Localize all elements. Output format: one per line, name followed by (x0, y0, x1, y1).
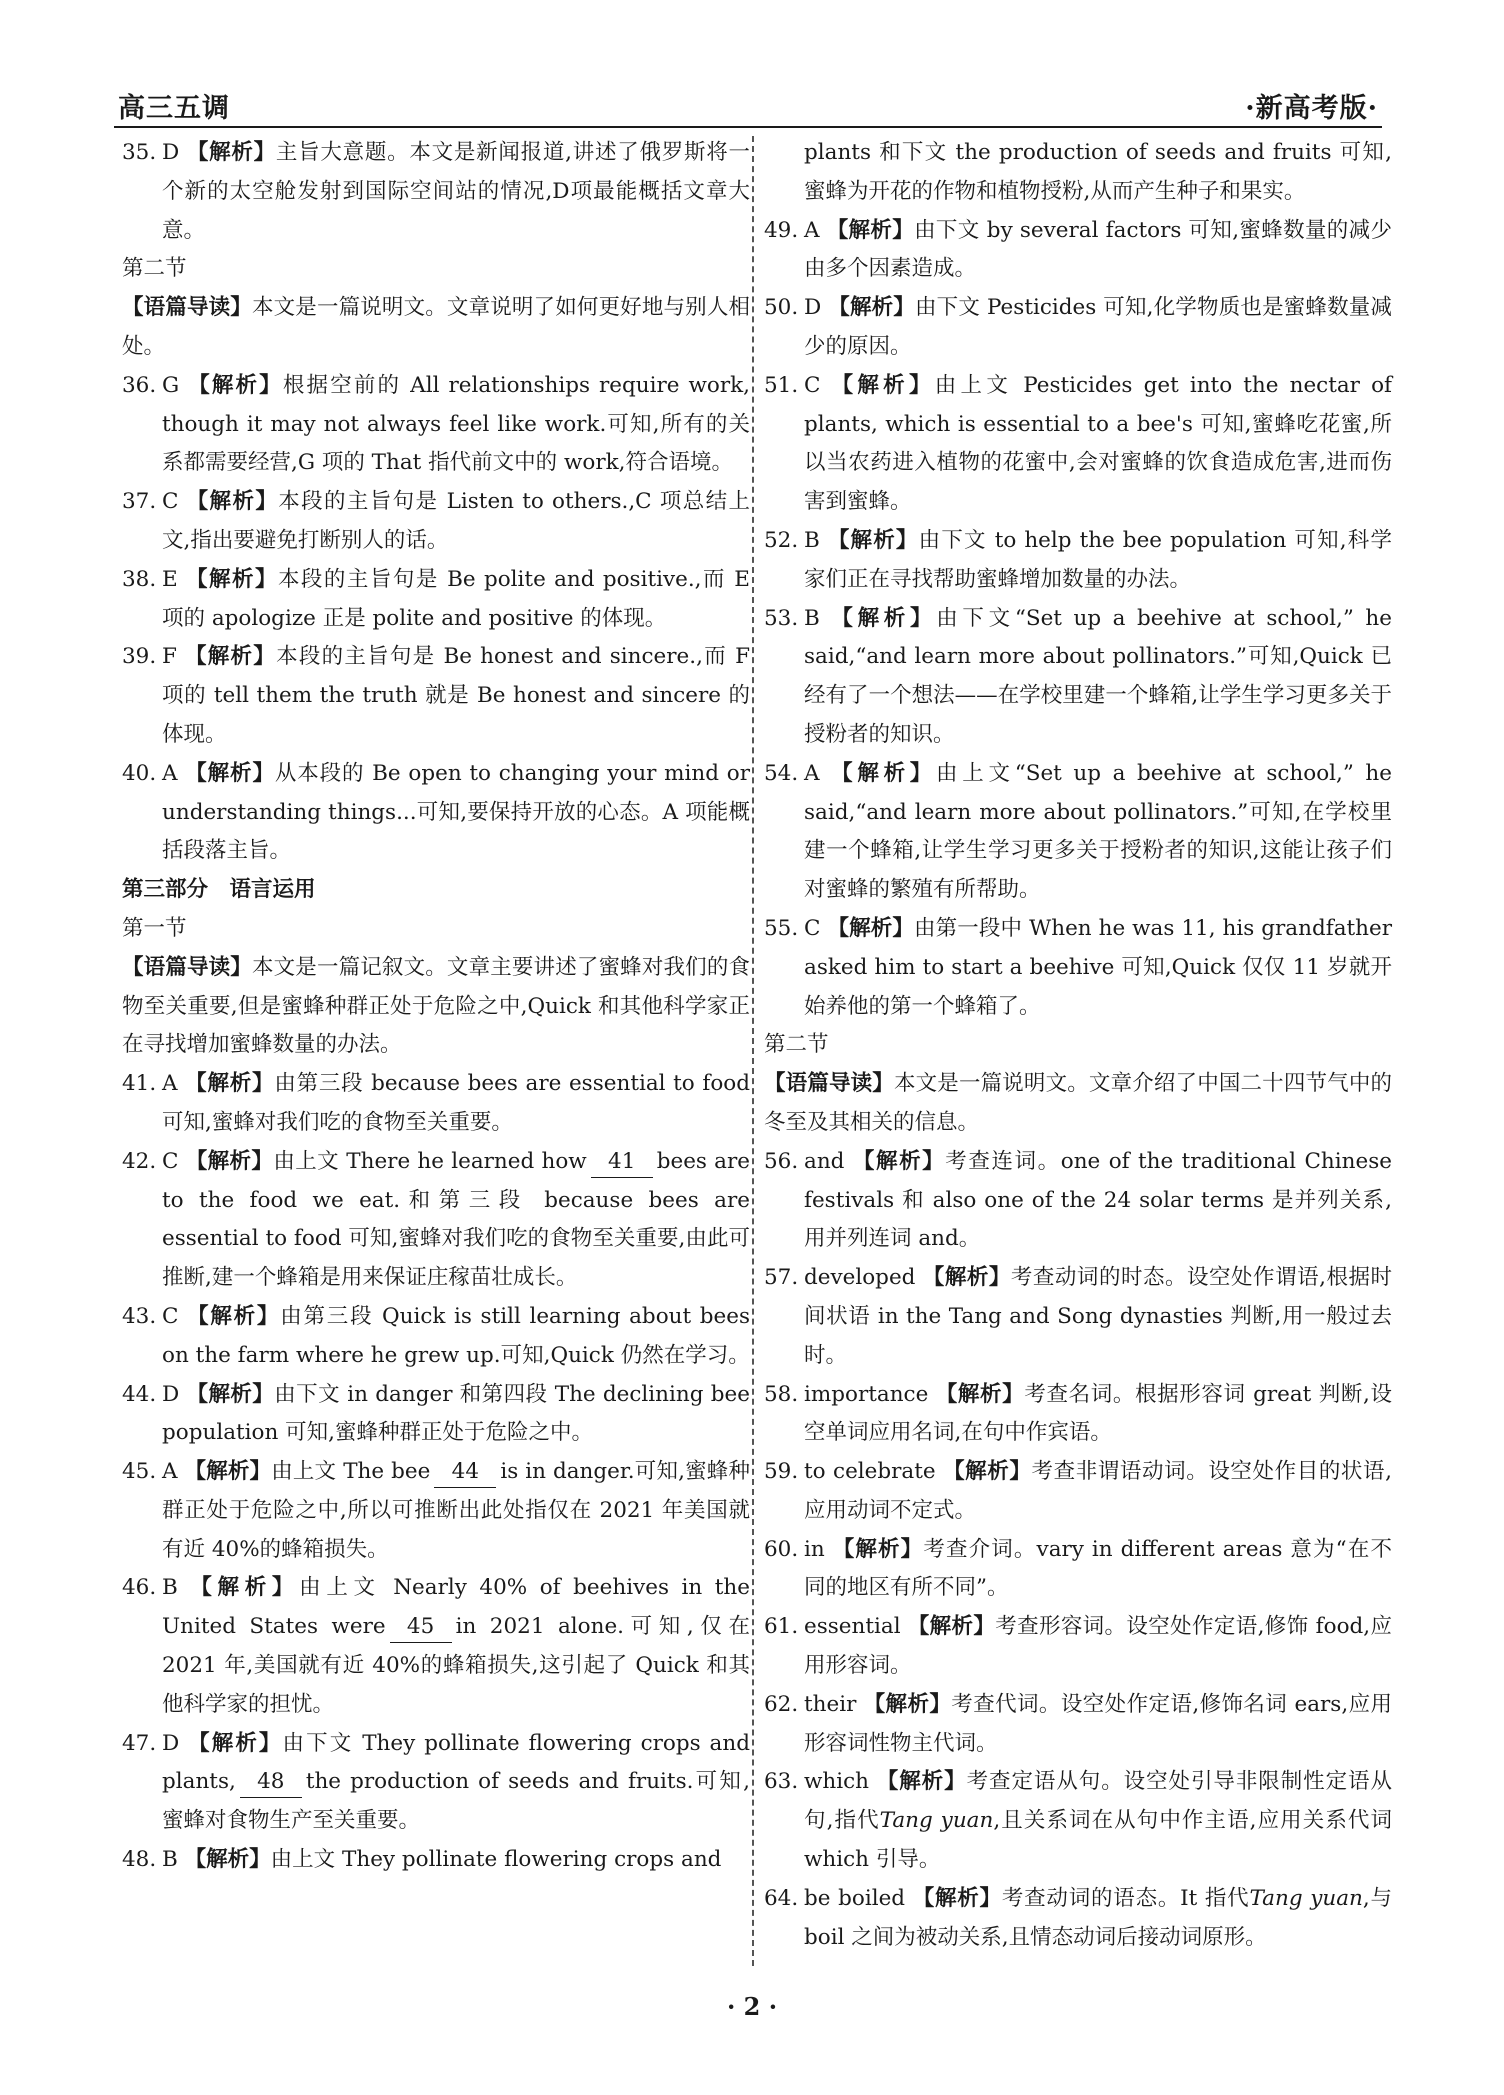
answer: C (162, 1148, 179, 1174)
analysis-tag: 【解析】 (185, 1071, 275, 1097)
analysis-tag: 【解析】 (186, 489, 279, 515)
analysis-tag: 【解析】 (186, 1381, 275, 1407)
analysis-tag: 【解析】 (184, 1847, 271, 1873)
answer: developed (804, 1265, 916, 1291)
answer-item-51 (764, 367, 1392, 522)
answer-item-52 (764, 522, 1392, 600)
explanation: 由下文 by several factors 可知,蜜蜂数量的减少由多个因素造成。 (804, 217, 1392, 282)
analysis-tag: 【解析】 (876, 1769, 967, 1795)
analysis-tag: 【解析】 (188, 1730, 283, 1756)
left-column (122, 134, 750, 1880)
item-number: 39. (122, 644, 157, 670)
item-number: 55. (764, 915, 799, 941)
explanation: 考查动词的时态。设空处作谓语,根据时间状语 in the Tang and Song dynasties 判断,用一般过去时。 (804, 1265, 1392, 1368)
item-number: 53. (764, 605, 799, 631)
item-number: 42. (122, 1148, 157, 1174)
item-number: 41. (122, 1071, 157, 1097)
answer: D (162, 1381, 180, 1407)
item-number: 54. (764, 760, 799, 786)
header-title: 高三五调 (118, 93, 230, 124)
answer-item-48-continued (764, 134, 1392, 212)
explanation: 考查非谓语动词。设空处作目的状语,应用动词不定式。 (804, 1459, 1392, 1523)
answer: D (162, 140, 180, 165)
italic-term: Tang yuan (879, 1808, 994, 1834)
answer: B (162, 1575, 178, 1601)
explanation-start: 由上文 There he learned how (273, 1148, 587, 1174)
explanation-end: ,与 boil 之间为被动关系,且情态动词后接动词原形。 (804, 1885, 1392, 1950)
column-divider (752, 136, 754, 1966)
analysis-tag: 【解析】 (831, 760, 937, 786)
answer-item-48 (122, 1841, 750, 1880)
analysis-tag: 【解析】 (187, 1303, 281, 1329)
analysis-tag: 【解析】 (831, 372, 935, 398)
item-number: 62. (764, 1691, 799, 1717)
explanation: 本段的主旨句是 Listen to others.,C 项总结上文,指出要避免打断别人的话。 (162, 489, 750, 553)
intro-tag: 【语篇导读】 (122, 295, 252, 321)
explanation-end: ,且关系词在从句中作主语,应用关系代词 which 引导。 (804, 1808, 1393, 1873)
answer: their (804, 1691, 857, 1717)
explanation: 由下文 in danger 和第四段 The declining bee population 可知,蜜蜂种群正处于危险之中。 (162, 1381, 750, 1446)
analysis-tag: 【解析】 (935, 1381, 1025, 1407)
answer: to celebrate (804, 1459, 936, 1485)
explanation-start: 考查定语从句。设空处引导非限制性定语从句,指代 (804, 1769, 1392, 1834)
intro-text: 本文是一篇记叙文。文章主要讲述了蜜蜂对我们的食物至关重要,但是蜜蜂种群正处于危险之中,Quick 和其他科学家正在寻找增加蜜蜂数量的办法。 (122, 954, 750, 1058)
analysis-tag: 【解析】 (185, 644, 277, 670)
item-number: 58. (764, 1381, 799, 1407)
answer-item-54 (764, 755, 1392, 910)
explanation-end: the production of seeds and fruits.可知,蜜蜂对食物生产至关重要。 (162, 1769, 750, 1834)
intro-tag: 【语篇导读】 (122, 954, 252, 980)
answer-item-37 (122, 483, 750, 561)
explanation-start: 由上文 Nearly 40% of beehives in the United States were (162, 1575, 750, 1640)
answer: A (162, 760, 178, 786)
right-column (764, 134, 1392, 1957)
intro-text: 本文是一篇说明文。文章介绍了中国二十四节气中的冬至及其相关的信息。 (764, 1071, 1392, 1135)
answer: in (804, 1536, 825, 1562)
answer: A (162, 1071, 178, 1097)
answer: C (804, 915, 821, 941)
answer-item-55 (764, 910, 1392, 1026)
answer-item-61 (764, 1608, 1392, 1686)
answer: A (804, 217, 820, 243)
item-number: 51. (764, 372, 799, 398)
answer-item-58 (764, 1376, 1392, 1454)
passage-intro (122, 289, 750, 367)
answer-item-64 (764, 1880, 1392, 1958)
item-number: 36. (122, 372, 157, 398)
italic-term: Tang yuan (1249, 1885, 1363, 1911)
explanation: 考查代词。设空处作定语,修饰名词 ears,应用形容词性物主代词。 (804, 1691, 1392, 1756)
answer-item-38 (122, 561, 750, 639)
analysis-tag: 【解析】 (912, 1885, 1002, 1911)
intro-tag: 【语篇导读】 (764, 1071, 894, 1097)
explanation: plants 和下文 the production of seeds and fruits 可知,蜜蜂为开花的作物和植物授粉,从而产生种子和果实。 (804, 140, 1392, 204)
answer: which (804, 1769, 870, 1795)
passage-intro (122, 949, 750, 1065)
answer-item-56 (764, 1143, 1392, 1259)
answer-item-53 (764, 600, 1392, 755)
blank-reference: 44 (434, 1457, 496, 1488)
explanation: 由下文 Pesticides 可知,化学物质也是蜜蜂数量减少的原因。 (804, 295, 1392, 359)
analysis-tag: 【解析】 (863, 1691, 952, 1717)
explanation-end: in 2021 alone.可知,仅在 2021 年,美国就有近 40%的蜂箱损失,这引起了 Quick 和其他科学家的担忧。 (162, 1614, 750, 1717)
explanation-start: 由上文 The bee (271, 1459, 431, 1485)
answer: B (804, 527, 820, 553)
item-number: 40. (122, 760, 157, 786)
explanation-start: 考查动词的语态。It 指代 (1001, 1885, 1250, 1911)
item-number: 50. (764, 295, 799, 321)
item-number: 45. (122, 1459, 157, 1485)
item-number: 47. (122, 1730, 157, 1756)
item-number: 37. (122, 489, 157, 515)
item-number: 59. (764, 1459, 799, 1485)
explanation: 考查连词。one of the traditional Chinese festivals 和 also one of the 24 solar terms 是并列关系,用并列连词 and。 (804, 1148, 1392, 1252)
answer-item-49 (764, 212, 1392, 290)
answer-item-57 (764, 1259, 1392, 1375)
answer: F (162, 644, 177, 670)
answer-item-50 (764, 289, 1392, 367)
explanation: 根据空前的 All relationships require work, though it may not always feel like work.可知,所有的关系都需要经营,G 项的 That 指代前文中的 work,符合语境。 (162, 372, 750, 476)
answer: C (162, 489, 179, 515)
explanation: 考查名词。根据形容词 great 判断,设空单词应用名词,在句中作宾语。 (804, 1381, 1392, 1446)
item-number: 35. (122, 140, 157, 165)
item-number: 52. (764, 527, 799, 553)
answer: essential (804, 1614, 901, 1640)
part-heading: 第三部分 语言运用 (122, 877, 316, 903)
item-number: 49. (764, 217, 799, 243)
item-number: 56. (764, 1148, 799, 1174)
section-heading: 第二节 (122, 256, 187, 282)
analysis-tag: 【解析】 (827, 915, 914, 941)
answer-item-44 (122, 1376, 750, 1454)
explanation: 由第三段 because bees are essential to food 可知,蜜蜂对我们吃的食物至关重要。 (162, 1071, 750, 1135)
explanation: 由上文 Pesticides get into the nectar of plants, which is essential to a bee's 可知,蜜蜂吃花蜜,所以当农药进入植物的花蜜中,会对蜜蜂的饮食造成危害,进而伤害到蜜蜂。 (804, 372, 1392, 515)
explanation: 主旨大意题。本文是新闻报道,讲述了俄罗斯将一个新的太空舱发射到国际空间站的情况,D项最能概括文章大意。 (162, 140, 750, 243)
analysis-tag: 【解析】 (186, 566, 278, 592)
answer: D (804, 295, 822, 321)
explanation: 由第一段中 When he was 11, his grandfather asked him to start a beehive 可知,Quick 仅仅 11 岁就开始养他的第一个蜂箱了。 (804, 915, 1392, 1019)
answer-item-45 (122, 1453, 750, 1569)
answer: C (804, 372, 821, 398)
answer: and (804, 1148, 845, 1174)
analysis-tag: 【解析】 (831, 605, 937, 631)
item-number: 60. (764, 1536, 799, 1562)
item-number: 38. (122, 566, 157, 592)
answer-item-59 (764, 1453, 1392, 1531)
answer-item-47 (122, 1725, 750, 1841)
answer-item-39 (122, 638, 750, 754)
analysis-tag: 【解析】 (922, 1265, 1011, 1291)
answer: D (162, 1730, 180, 1756)
analysis-tag: 【解析】 (827, 527, 919, 553)
item-number: 64. (764, 1885, 799, 1911)
answer: G (162, 372, 180, 398)
item-number: 46. (122, 1575, 157, 1601)
section-heading: 第一节 (122, 915, 187, 941)
answer: B (162, 1847, 178, 1873)
analysis-tag: 【解析】 (185, 1148, 274, 1174)
item-number: 43. (122, 1303, 157, 1329)
explanation-start: 由下文 They pollinate flowering crops and plants, (162, 1730, 750, 1795)
explanation: 由第三段 Quick is still learning about bees on the farm where he grew up.可知,Quick 仍然在学习。 (162, 1303, 750, 1368)
answer-item-41 (122, 1065, 750, 1143)
header-edition: ·新高考版· (1245, 93, 1378, 124)
explanation: 由上文 They pollinate flowering crops and (270, 1847, 722, 1873)
analysis-tag: 【解析】 (186, 140, 276, 165)
answer: C (162, 1303, 179, 1329)
analysis-tag: 【解析】 (832, 1536, 924, 1562)
analysis-tag: 【解析】 (826, 217, 915, 243)
answer: E (162, 566, 178, 592)
answer: be boiled (804, 1885, 906, 1911)
explanation: 本段的主旨句是 Be honest and sincere.,而 F 项的 tell them the truth 就是 Be honest and sincere 的体现。 (162, 644, 750, 747)
item-number: 63. (764, 1769, 799, 1795)
analysis-tag: 【解析】 (184, 1459, 272, 1485)
explanation: 由下文“Set up a beehive at school,” he said,“and learn more about pollinators.”可知,Quick 已经有了一个想法——在学校里建一个蜂箱,让学生学习更多关于授粉者的知识。 (804, 605, 1392, 747)
explanation: 考查介词。vary in different areas 意为“在不同的地区有所不同”。 (804, 1536, 1392, 1601)
page-number: · 2 · (726, 1992, 778, 2021)
page-header (114, 86, 1382, 128)
analysis-tag: 【解析】 (852, 1148, 946, 1174)
answer-item-42 (122, 1143, 750, 1298)
answer-item-62 (764, 1686, 1392, 1764)
analysis-tag: 【解析】 (907, 1614, 996, 1640)
answer: A (162, 1459, 178, 1485)
item-number: 44. (122, 1381, 157, 1407)
answer-item-46 (122, 1569, 750, 1724)
analysis-tag: 【解析】 (828, 295, 915, 321)
intro-text: 本文是一篇说明文。文章说明了如何更好地与别人相处。 (122, 295, 750, 359)
answer-item-60 (764, 1531, 1392, 1609)
explanation-end: is in danger.可知,蜜蜂种群正处于危险之中,所以可推断出此处指仅在 2021 年美国就有近 40%的蜂箱损失。 (162, 1459, 750, 1562)
explanation-end: bees are to the food we eat.和第三段 because bees are essential to food 可知,蜜蜂对我们吃的食物至关重要,由此可推断,建一个蜂箱是用来保证庄稼苗壮成长。 (162, 1148, 751, 1291)
analysis-tag: 【解析】 (190, 1575, 300, 1601)
item-number: 57. (764, 1265, 799, 1291)
answer: A (804, 760, 820, 786)
analysis-tag: 【解析】 (188, 372, 283, 398)
item-number: 48. (122, 1847, 157, 1873)
blank-reference: 41 (591, 1147, 653, 1178)
explanation: 本段的主旨句是 Be polite and positive.,而 E 项的 apologize 正是 polite and positive 的体现。 (162, 566, 750, 631)
explanation: 由上文“Set up a beehive at school,” he said,“and learn more about pollinators.”可知,在学校里建一个蜂箱,让学生学习更多关于授粉者的知识,这能让孩子们对蜜蜂的繁殖有所帮助。 (804, 760, 1392, 903)
answer-item-40 (122, 755, 750, 871)
answer: importance (804, 1381, 929, 1407)
analysis-tag: 【解析】 (943, 1459, 1032, 1485)
explanation: 从本段的 Be open to changing your mind or understanding things...可知,要保持开放的心态。A 项能概括段落主旨。 (162, 760, 750, 864)
explanation: 由下文 to help the bee population 可知,科学家们正在寻找帮助蜜蜂增加数量的办法。 (804, 527, 1392, 592)
answer-item-36 (122, 367, 750, 483)
answer-item-35 (122, 134, 750, 250)
explanation: 考查形容词。设空处作定语,修饰 food,应用形容词。 (804, 1614, 1392, 1679)
answer-item-63 (764, 1763, 1392, 1879)
answer: B (804, 605, 820, 631)
section-heading: 第二节 (764, 1032, 829, 1058)
blank-reference: 48 (240, 1767, 302, 1798)
item-number: 61. (764, 1614, 799, 1640)
passage-intro (764, 1065, 1392, 1143)
answer-item-43 (122, 1298, 750, 1376)
blank-reference: 45 (390, 1612, 452, 1643)
analysis-tag: 【解析】 (185, 760, 275, 786)
